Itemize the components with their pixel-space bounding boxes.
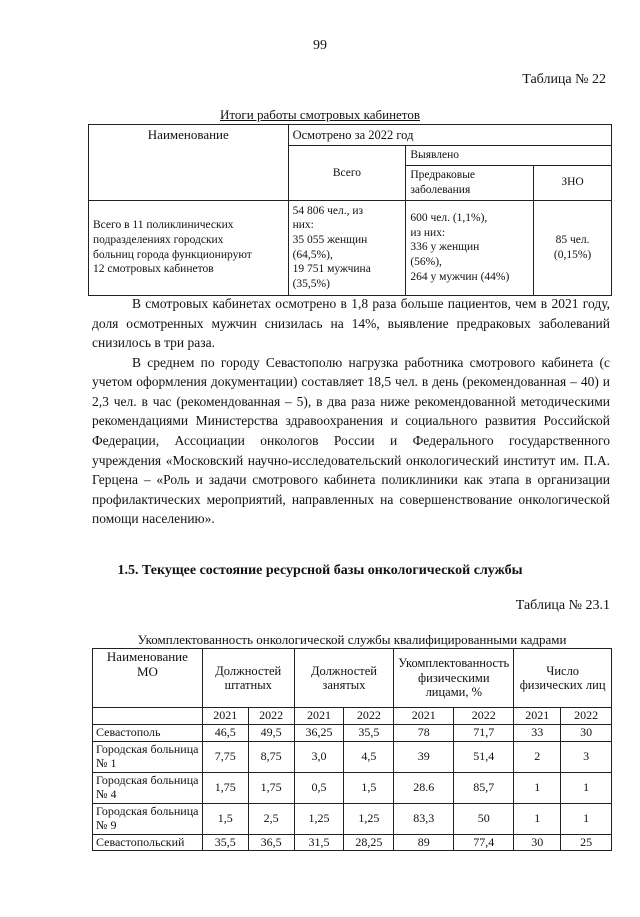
value-cell: 89 — [394, 834, 454, 851]
row-precancer-line: (56%), — [410, 256, 442, 269]
value-cell: 1 — [514, 772, 561, 803]
value-cell: 1,75 — [248, 772, 294, 803]
value-cell: 36,25 — [294, 724, 344, 741]
row-zno-line: (0,15%) — [553, 248, 592, 261]
value-cell: 1 — [561, 803, 612, 834]
value-cell: 3 — [561, 741, 612, 772]
row-total-line: них: — [292, 219, 314, 232]
table-23-1-caption: Укомплектованность онкологической службы квалифицированными кадрами — [137, 632, 567, 647]
header-persons: Число физических лиц — [514, 649, 612, 708]
value-cell: 1,5 — [344, 772, 394, 803]
row-total-line: (35,5%) — [292, 278, 330, 291]
value-cell: 71,7 — [454, 724, 514, 741]
row-total-line: (64,5%), — [292, 248, 333, 261]
body-text — [92, 294, 610, 529]
value-cell: 49,5 — [248, 724, 294, 741]
header-detected: Выявлено — [406, 146, 612, 166]
value-cell: 78 — [394, 724, 454, 741]
mo-name: Севастополь — [93, 724, 203, 741]
year-cell: 2022 — [561, 708, 612, 725]
value-cell: 30 — [561, 724, 612, 741]
value-cell: 50 — [454, 803, 514, 834]
value-cell: 2 — [514, 741, 561, 772]
header-examined: Осмотрено за 2022 год — [288, 125, 611, 146]
table-row — [93, 834, 612, 851]
value-cell: 28.6 — [394, 772, 454, 803]
row-total — [288, 200, 406, 295]
row-precancer-line: 336 у женщин — [410, 241, 480, 254]
value-cell: 35,5 — [202, 834, 248, 851]
row-precancer-line: 600 чел. (1,1%), — [410, 211, 488, 224]
value-cell: 39 — [394, 741, 454, 772]
row-name-line: 12 смотровых кабинетов — [93, 263, 214, 276]
value-cell: 28,25 — [344, 834, 394, 851]
value-cell: 1,25 — [344, 803, 394, 834]
value-cell: 8,75 — [248, 741, 294, 772]
row-precancer-line: 264 у мужчин (44%) — [410, 270, 510, 283]
table-row — [93, 741, 612, 772]
value-cell: 31,5 — [294, 834, 344, 851]
row-name-line: Всего в 11 поликлинических — [93, 219, 234, 232]
year-row-empty — [93, 708, 203, 725]
year-cell: 2021 — [394, 708, 454, 725]
row-total-line: 54 806 чел., из — [292, 204, 364, 217]
section-heading: 1.5. Текущее состояние ресурсной базы онкологической службы — [117, 563, 523, 578]
table-row — [93, 803, 612, 834]
screening-rooms-table — [88, 124, 612, 296]
header-precancer: Предраковые заболевания — [406, 165, 534, 200]
value-cell: 35,5 — [344, 724, 394, 741]
year-cell: 2021 — [294, 708, 344, 725]
table-row — [93, 772, 612, 803]
value-cell: 85,7 — [454, 772, 514, 803]
value-cell: 46,5 — [202, 724, 248, 741]
value-cell: 1,5 — [202, 803, 248, 834]
mo-name: Городская больница № 1 — [93, 741, 203, 772]
year-cell: 2021 — [202, 708, 248, 725]
value-cell: 1 — [561, 772, 612, 803]
value-cell: 3,0 — [294, 741, 344, 772]
year-cell: 2022 — [454, 708, 514, 725]
paragraph-2: В среднем по городу Севастополю нагрузка работника смотрового кабинета (с учетом оформления документации) составляет 18,5 чел. в день (рекомендованная – 40) и 2,3 чел. в час (рекомендованная – 5), в два раза ниже рекомендованной методическими рекомендациями Министерства здравоохранения и социального развития Российской Федерации, Ассоциации онкологов России и Федерального государственного учреждения «Московский научно-исследовательский онкологический институт им. П.А. Герцена – «Роль и задачи смотрового кабинета поликлиники как этапа в организации профилактических мероприятий, направленных на совершенствование онкологической помощи населению». — [92, 354, 610, 527]
value-cell: 1,25 — [294, 803, 344, 834]
value-cell: 33 — [514, 724, 561, 741]
table-row — [93, 724, 612, 741]
row-name-line: больниц города функционируют — [93, 248, 252, 261]
value-cell: 4,5 — [344, 741, 394, 772]
row-precancer-line: из них: — [410, 226, 446, 239]
row-zno — [534, 200, 612, 295]
staffing-table — [92, 648, 612, 851]
row-name-line: подразделениях городских — [93, 234, 224, 246]
value-cell: 83,3 — [394, 803, 454, 834]
value-cell: 2,5 — [248, 803, 294, 834]
mo-name: Городская больница № 4 — [93, 772, 203, 803]
header-total: Всего — [288, 146, 406, 201]
row-precancer — [406, 200, 534, 295]
year-cell: 2022 — [248, 708, 294, 725]
value-cell: 30 — [514, 834, 561, 851]
value-cell: 25 — [561, 834, 612, 851]
header-name: Наименование — [89, 125, 289, 201]
value-cell: 51,4 — [454, 741, 514, 772]
value-cell: 7,75 — [202, 741, 248, 772]
value-cell: 0,5 — [294, 772, 344, 803]
paragraph-1: В смотровых кабинетах осмотрено в 1,8 раза больше пациентов, чем в 2021 году, доля осмотренных мужчин снизилась на 14%, выявление предраковых заболеваний снизилось в три раза. — [92, 296, 610, 351]
mo-name: Городская больница № 9 — [93, 803, 203, 834]
value-cell: 1,75 — [202, 772, 248, 803]
year-cell: 2022 — [344, 708, 394, 725]
page-number: 99 — [313, 38, 327, 53]
table-22-caption: Итоги работы смотровых кабинетов — [220, 107, 420, 122]
table-22-label: Таблица № 22 — [522, 72, 606, 87]
header-staffing: Укомплектованность физическими лицами, % — [394, 649, 514, 708]
value-cell: 36,5 — [248, 834, 294, 851]
row-name — [89, 200, 289, 295]
value-cell: 77,4 — [454, 834, 514, 851]
value-cell: 1 — [514, 803, 561, 834]
mo-name: Севастопольский — [93, 834, 203, 851]
header-occupied: Должностей занятых — [294, 649, 394, 708]
row-total-line: 19 751 мужчина — [292, 263, 371, 276]
row-zno-line: 85 чел. — [555, 234, 590, 246]
year-cell: 2021 — [514, 708, 561, 725]
header-zno: ЗНО — [534, 165, 612, 200]
row-total-line: 35 055 женщин — [292, 234, 368, 246]
table-23-1-label: Таблица № 23.1 — [515, 598, 610, 613]
header-staff: Должностей штатных — [202, 649, 294, 708]
header-mo-name: Наименование МО — [93, 649, 203, 708]
